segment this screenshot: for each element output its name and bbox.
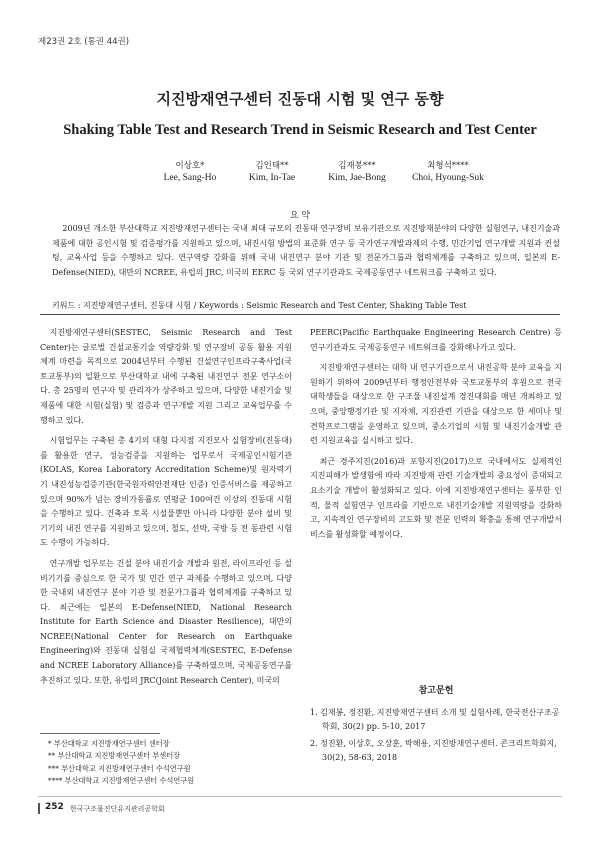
footer-rule: [38, 796, 562, 797]
author-name-english: Kim, In-Tae: [248, 173, 296, 183]
reference-list: [310, 706, 562, 768]
author-name-korean: 김재봉***: [338, 161, 376, 171]
author-name-korean: 이상호*: [175, 161, 205, 171]
author-list: [0, 160, 600, 190]
footnote: *** 부산대학교 지진방재연구센터 수석연구원: [48, 763, 191, 773]
footnotes: [48, 738, 194, 788]
footnote: * 부산대학교 지진방재연구센터 센터장: [48, 739, 170, 748]
page-number: 252: [45, 802, 64, 812]
author-name-korean: 최형석****: [427, 161, 469, 171]
body-column-right: [310, 326, 562, 548]
title-korean: 지진방재연구센터 진동대 시험 및 연구 동향: [156, 90, 444, 108]
paragraph: 지진방재연구센터는 대학 내 연구기관으로서 내진공학 분야 교육을 지원하기 위하여 2009년부터 행정안전부와 국토교통부의 후원으로 전국 대학생들을 대상으로 한 구조물 내진설계 경진대회를 매년 개최하고 있으며, 중앙행정기관 및 지자체, 지진관련 기관을 대상으로 한 세미나 및 견학프로그램을 운영하고 있으며, 중소기업의 시험 및 내진기술개발 관련 지원교육을 실시하고 있다.: [310, 363, 562, 446]
paragraph: 연구개발 업무로는 건설 분야 내진기술 개발과 원전, 라이프라인 등 설비기기를 중심으로 한 국가 및 민간 연구 과제를 수행하고 있으며, 다양한 국내외 내진연구 분야 기관 및 전문가그룹과 협력체계를 구축하고 있다. 최근에는 일본의 E-Defense(NIED, National Research Institute for Earth Science and Disaster Resilience), 대만의 NCREE(National Center for Research on Earthquake Engineering)와 진동대 실험실 국제협력체계(SESTEC, E-Defense and NCREE Laboratory Alliance)를 구축하였으며, 국제공동연구를 추진하고 있다. 또한, 유럽의 JRC(Joint Research Center), 미국의: [40, 558, 292, 685]
author-4: [388, 160, 508, 184]
author-name-english: Kim, Jae-Bong: [328, 173, 386, 183]
author-name-english: Choi, Hyoung-Suk: [412, 173, 484, 183]
footnote: **** 부산대학교 지진방재연구센터 수석연구원: [48, 776, 195, 786]
footnote: ** 부산대학교 지진방재연구센터 부센터장: [48, 751, 181, 761]
keywords: 키워드 : 지진방재연구센터, 진동대 시험 / Keywords : Seismic Research and Test Center, Shaking Table Test: [52, 301, 467, 310]
abstract-body: [52, 222, 560, 280]
footer-bar: [38, 803, 40, 814]
reference-item: 2. 정진환, 이상호, 오상훈, 박해용, 지진방재연구센터. 콘크리트학회지, 30(2), 58-63, 2018: [310, 739, 557, 762]
author-name-english: Lee, Sang-Ho: [163, 173, 217, 183]
abstract-heading: 요 약: [289, 211, 311, 221]
paragraph: 지진방재연구센터(SESTEC, Seismic Research and Test Center)는 글로벌 건설교통기술 역량강화 및 연구장비 공동 활용 지원체계 마련을 목적으로 2004년부터 수행된 건설연구인프라구축사업(국토교통부)의 일환으로 부산대학교 내에 구축된 내진연구 전문 연구소이다. 총 25명의 연구자 및 관리자가 상주하고 있으며, 다양한 내진기술 및 제품에 대한 시험(실험) 및 검증과 연구개발 지원 그리고 교육업무를 수행하고 있다.: [40, 328, 292, 425]
footnote-divider: [40, 733, 160, 734]
author-name-korean: 김인태**: [255, 161, 289, 171]
issue-label: 제23권 2호 (통권 44권): [38, 37, 130, 47]
body-column-left: [40, 326, 292, 694]
paragraph: PEERC(Pacific Earthquake Engineering Research Centre) 등 연구기관과도 국제공동연구 네트워크를 강화해나가고 있다.: [310, 328, 562, 352]
journal-name: 한국구조물진단유지관리공학회: [70, 805, 165, 813]
paragraph: 최근 경주지진(2016)과 포항지진(2017)으로 국내에서도 실제적인 지진피해가 발생함에 따라 지진방재 관련 기술개발의 중요성이 증대되고 요소기술 개발이 활성화되고 있다. 이에 지진방재연구센터는 풍부한 인적, 물적 실험연구 인프라를 기반으로 내진기술개발 지원역량을 강화하고, 지속적인 연구장비의 고도화 및 전문 인력의 확충을 통해 연구개발서비스를 활성화할 예정이다.: [310, 456, 562, 539]
reference-item: 1. 김재봉, 정진환, 지진방재연구센터 소개 및 실험사례, 한국전산구조공학회, 30(2) pp. 5-10, 2017: [310, 708, 560, 731]
references-heading: 참고문헌: [418, 686, 454, 696]
abstract-text: 2009년 개소한 부산대학교 지진방재연구센터는 국내 최대 규모의 진동대 연구장비 보유기관으로 지진방재분야의 다양한 실험연구, 내진기술과 제품에 대한 공인시험 및 검증평가를 지원하고 있으며, 내진시험 방법의 표준화 연구 등 국가연구개발과제의 수행, 민간기업 연구개발 지원과 컨설팅, 교육사업 등을 수행하고 있다. 연구역량 강화를 위해 국내 내진연구 분야 기관 및 전문가그룹과 협력체계를 구축하고 있으며, 일본의 E-Defense(NIED), 대만의 NCREE, 유럽의 JRC, 미국의 EERC 등 국외 연구기관과도 국제공동연구 네트워크를 구축하고 있다.: [52, 224, 560, 277]
title-english: Shaking Table Test and Research Trend in Seismic Research and Test Center: [63, 122, 537, 138]
paragraph: 시험업무는 구축된 총 4기의 대형 다지점 지진모사 실험장비(진동대)를 활용한 연구, 성능검증을 지원하는 업무로서 국제공인시험기관(KOLAS, Korea Laboratory Accreditation Scheme)및 원자력기기 내진성능검증기관(한국원자력안전재단 인증) 인증서비스를 제공하고 있으며 90%가 넘는 장비가동률로 연평균 100여건 이상의 진동대 시험을 수행하고 있다. 건축과 토목 시설물뿐만 아니라 다양한 분야 설비 및 기기의 내진 연구를 지원하고 있으며, 철도, 선박, 국방 등 전 동관련 시험도 수행이 가능하다.: [40, 436, 292, 548]
divider: [40, 314, 560, 315]
